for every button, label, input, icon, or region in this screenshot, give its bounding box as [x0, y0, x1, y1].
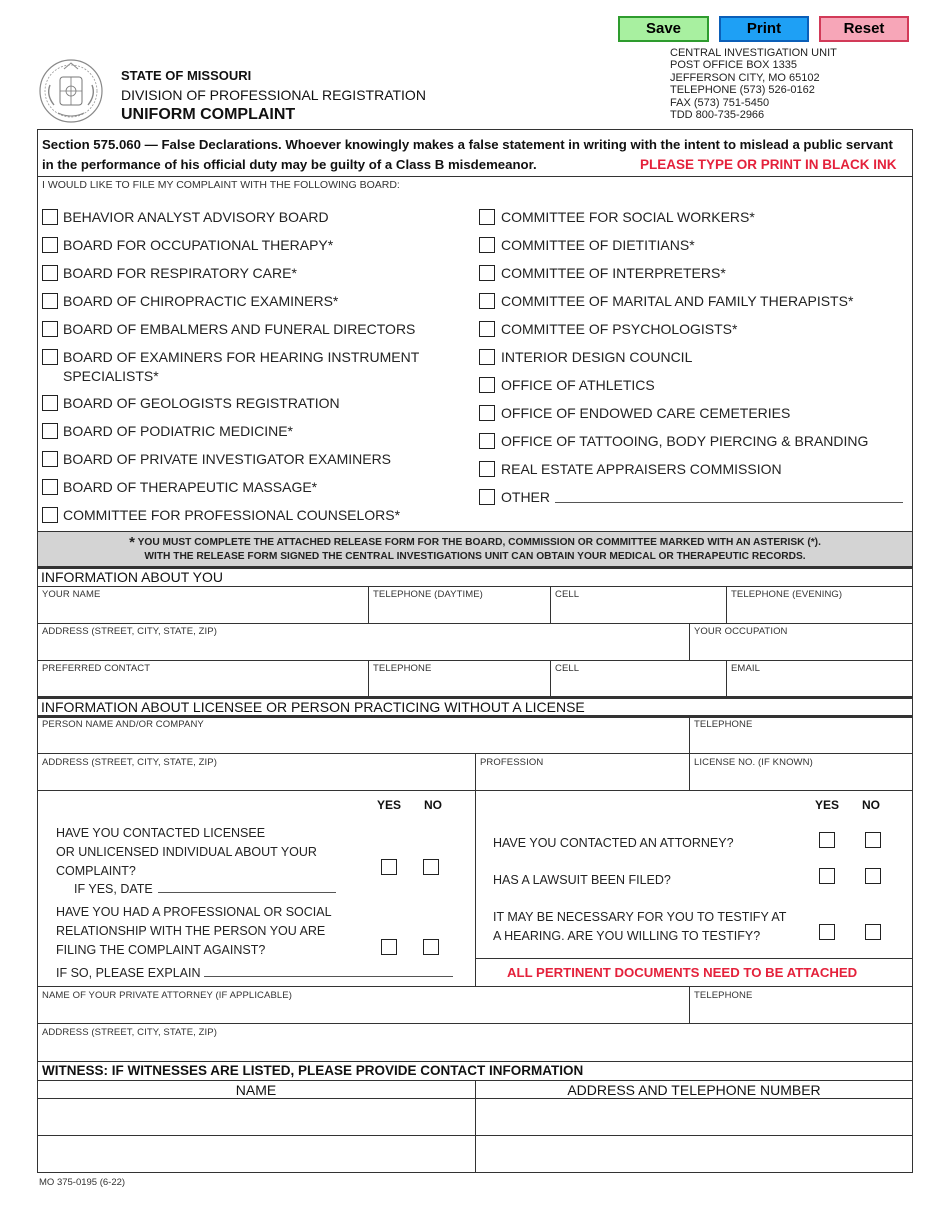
- state-seal-icon: [38, 55, 104, 127]
- left-board-label: BOARD FOR RESPIRATORY CARE*: [63, 265, 297, 281]
- board-prompt: I WOULD LIKE TO FILE MY COMPLAINT WITH THE FOLLOWING BOARD:: [42, 179, 400, 191]
- q2-yes-checkbox[interactable]: [381, 939, 397, 955]
- question-testify: [493, 908, 786, 946]
- left-board-label: BOARD OF THERAPEUTIC MASSAGE*: [63, 479, 318, 495]
- right-board-label: INTERIOR DESIGN COUNCIL: [501, 349, 693, 365]
- right-board-checkbox[interactable]: [479, 377, 495, 393]
- attorney-telephone-label: TELEPHONE: [694, 990, 753, 1001]
- section-licensee: INFORMATION ABOUT LICENSEE OR PERSON PRACTICING WITHOUT A LICENSE: [41, 699, 585, 715]
- documents-notice: ALL PERTINENT DOCUMENTS NEED TO BE ATTACHED: [507, 965, 858, 980]
- q2-no-checkbox[interactable]: [423, 939, 439, 955]
- right-board-checkbox[interactable]: [479, 433, 495, 449]
- right-board-label: COMMITTEE FOR SOCIAL WORKERS*: [501, 209, 755, 225]
- q2-line: FILING THE COMPLAINT AGAINST?: [56, 943, 266, 957]
- right-board-label: COMMITTEE OF PSYCHOLOGISTS*: [501, 321, 738, 337]
- q1-yes-checkbox[interactable]: [381, 859, 397, 875]
- witness-row[interactable]: [38, 1099, 475, 1135]
- right-board-label: OTHER: [501, 489, 550, 505]
- person-company-label: PERSON NAME AND/OR COMPANY: [42, 719, 204, 730]
- release-notice: [38, 531, 912, 567]
- preferred-contact-label: PREFERRED CONTACT: [42, 663, 151, 674]
- section-about-you: INFORMATION ABOUT YOU: [41, 569, 224, 585]
- q5-yes-checkbox[interactable]: [819, 924, 835, 940]
- license-number-label: LICENSE NO. (IF KNOWN): [694, 757, 813, 768]
- witness-address-header: ADDRESS AND TELEPHONE NUMBER: [567, 1082, 821, 1098]
- q5-line: IT MAY BE NECESSARY FOR YOU TO TESTIFY AT: [493, 910, 787, 924]
- left-board-label: BOARD OF GEOLOGISTS REGISTRATION: [63, 395, 340, 411]
- question-contacted-licensee: [56, 824, 317, 881]
- right-board-label: COMMITTEE OF INTERPRETERS*: [501, 265, 726, 281]
- right-board-checkbox[interactable]: [479, 237, 495, 253]
- left-board-label: BOARD OF CHIROPRACTIC EXAMINERS*: [63, 293, 339, 309]
- q2-line: RELATIONSHIP WITH THE PERSON YOU ARE: [56, 924, 326, 938]
- yes-header-left: YES: [377, 798, 402, 812]
- attorney-address-label: ADDRESS (STREET, CITY, STATE, ZIP): [42, 1027, 217, 1038]
- left-board-checkbox[interactable]: [42, 293, 58, 309]
- attorney-name-label: NAME OF YOUR PRIVATE ATTORNEY (IF APPLICABLE): [42, 990, 292, 1001]
- left-board-checkbox[interactable]: [42, 451, 58, 467]
- if-yes-date-label: IF YES, DATE: [74, 882, 153, 896]
- witness-row[interactable]: [38, 1136, 475, 1172]
- left-board-checkbox[interactable]: [42, 349, 58, 365]
- question-attorney: HAVE YOU CONTACTED AN ATTORNEY?: [493, 836, 734, 850]
- right-board-checkbox[interactable]: [479, 293, 495, 309]
- tel-evening-label: TELEPHONE (EVENING): [731, 589, 843, 600]
- left-board-label: BOARD OF EMBALMERS AND FUNERAL DIRECTORS: [63, 321, 416, 337]
- date-line[interactable]: [158, 892, 336, 893]
- address-line: TELEPHONE (573) 526-0162: [670, 84, 815, 97]
- left-board-label: COMMITTEE FOR PROFESSIONAL COUNSELORS*: [63, 507, 401, 523]
- asterisk: *: [129, 534, 135, 551]
- right-board-checkbox[interactable]: [479, 349, 495, 365]
- left-board-label: BEHAVIOR ANALYST ADVISORY BOARD: [63, 209, 329, 225]
- save-button[interactable]: Save: [618, 16, 709, 42]
- print-button[interactable]: Print: [719, 16, 809, 42]
- yes-header-right: YES: [815, 798, 840, 812]
- q3-yes-checkbox[interactable]: [819, 832, 835, 848]
- release-line-2: WITH THE RELEASE FORM SIGNED THE CENTRAL INVESTIGATIONS UNIT CAN OBTAIN YOUR MEDICAL OR THERAPEUTIC RECORDS.: [144, 551, 806, 562]
- form-number: MO 375-0195 (6-22): [39, 1177, 126, 1188]
- left-board-checkbox[interactable]: [42, 507, 58, 523]
- q1-line: COMPLAINT?: [56, 864, 136, 878]
- tel-daytime-label: TELEPHONE (DAYTIME): [373, 589, 483, 600]
- right-board-label: OFFICE OF ENDOWED CARE CEMETERIES: [501, 405, 791, 421]
- occupation-label: YOUR OCCUPATION: [694, 626, 788, 637]
- declaration-text: Section 575.060 — False Declarations. Whoever knowingly makes a false statement in writing with the intent to mislead a public servant in the performance of his official duty may be guilty of a Class B misdemeanor.: [42, 137, 893, 172]
- email-label: EMAIL: [731, 663, 761, 674]
- right-board-checkbox[interactable]: [479, 461, 495, 477]
- form-border: [37, 129, 913, 1173]
- address-line: JEFFERSON CITY, MO 65102: [670, 71, 820, 84]
- licensee-telephone-label: TELEPHONE: [694, 719, 753, 730]
- ink-notice: PLEASE TYPE OR PRINT IN BLACK INK: [640, 157, 897, 172]
- cell-label: CELL: [555, 589, 580, 600]
- licensee-address-label: ADDRESS (STREET, CITY, STATE, ZIP): [42, 757, 217, 768]
- your-name-label: YOUR NAME: [42, 589, 101, 600]
- address-line: CENTRAL INVESTIGATION UNIT: [670, 47, 837, 59]
- no-header-left: NO: [424, 798, 442, 812]
- q5-no-checkbox[interactable]: [865, 924, 881, 940]
- address-line: TDD 800-735-2966: [670, 109, 765, 122]
- q5-line: A HEARING. ARE YOU WILLING TO TESTIFY?: [493, 929, 761, 943]
- witness-name-header: NAME: [235, 1082, 277, 1098]
- unit-address: [670, 47, 837, 121]
- q1-line: HAVE YOU CONTACTED LICENSEE: [56, 826, 266, 840]
- right-board-label: OFFICE OF ATHLETICS: [501, 377, 655, 393]
- right-board-checkbox[interactable]: [479, 265, 495, 281]
- left-board-checkbox[interactable]: [42, 321, 58, 337]
- right-board-checkbox[interactable]: [479, 489, 495, 505]
- address-line: POST OFFICE BOX 1335: [670, 59, 797, 72]
- right-board-label: OFFICE OF TATTOOING, BODY PIERCING & BRANDING: [501, 433, 869, 449]
- no-header-right: NO: [862, 798, 880, 812]
- other-board-input[interactable]: [555, 502, 903, 503]
- q4-no-checkbox[interactable]: [865, 868, 881, 884]
- if-so-explain-label: IF SO, PLEASE EXPLAIN: [56, 966, 201, 980]
- reset-button[interactable]: Reset: [819, 16, 909, 42]
- your-address-label: ADDRESS (STREET, CITY, STATE, ZIP): [42, 626, 217, 637]
- right-board-label: REAL ESTATE APPRAISERS COMMISSION: [501, 461, 782, 477]
- address-line: FAX (573) 751-5450: [670, 96, 770, 109]
- left-board-checkbox[interactable]: [42, 209, 58, 225]
- telephone-label: TELEPHONE: [373, 663, 432, 674]
- q2-line: HAVE YOU HAD A PROFESSIONAL OR SOCIAL: [56, 905, 332, 919]
- form-title: UNIFORM COMPLAINT: [121, 106, 296, 123]
- right-board-checkbox[interactable]: [479, 321, 495, 337]
- cell-label-2: CELL: [555, 663, 580, 674]
- question-relationship: [56, 903, 332, 960]
- right-board-checkbox[interactable]: [479, 405, 495, 421]
- profession-label: PROFESSION: [480, 757, 544, 768]
- your-name-field[interactable]: [40, 600, 365, 622]
- q3-no-checkbox[interactable]: [865, 832, 881, 848]
- release-line-1: YOU MUST COMPLETE THE ATTACHED RELEASE FORM FOR THE BOARD, COMMISSION OR COMMITTEE MARKED WITH AN ASTERISK (*).: [137, 537, 821, 548]
- question-lawsuit: HAS A LAWSUIT BEEN FILED?: [493, 873, 671, 887]
- q4-yes-checkbox[interactable]: [819, 868, 835, 884]
- right-board-label: COMMITTEE OF MARITAL AND FAMILY THERAPISTS*: [501, 293, 854, 309]
- left-board-checkbox[interactable]: [42, 237, 58, 253]
- left-board-checkbox[interactable]: [42, 479, 58, 495]
- left-board-checkbox[interactable]: [42, 423, 58, 439]
- right-board-checkbox[interactable]: [479, 209, 495, 225]
- witness-heading: WITNESS: IF WITNESSES ARE LISTED, PLEASE PROVIDE CONTACT INFORMATION: [42, 1063, 584, 1078]
- left-board-label: BOARD OF EXAMINERS FOR HEARING INSTRUMENT SPECIALISTS*: [63, 349, 419, 384]
- left-board-checkbox[interactable]: [42, 395, 58, 411]
- left-board-label: BOARD OF PRIVATE INVESTIGATOR EXAMINERS: [63, 451, 392, 467]
- q1-no-checkbox[interactable]: [423, 859, 439, 875]
- right-board-label: COMMITTEE OF DIETITIANS*: [501, 237, 695, 253]
- left-board-label: BOARD FOR OCCUPATIONAL THERAPY*: [63, 237, 334, 253]
- division-name: DIVISION OF PROFESSIONAL REGISTRATION: [121, 87, 426, 103]
- explain-line[interactable]: [204, 976, 453, 977]
- state-name: STATE OF MISSOURI: [121, 68, 252, 83]
- left-board-label: BOARD OF PODIATRIC MEDICINE*: [63, 423, 293, 439]
- left-board-checkbox[interactable]: [42, 265, 58, 281]
- q1-line: OR UNLICENSED INDIVIDUAL ABOUT YOUR: [56, 845, 317, 859]
